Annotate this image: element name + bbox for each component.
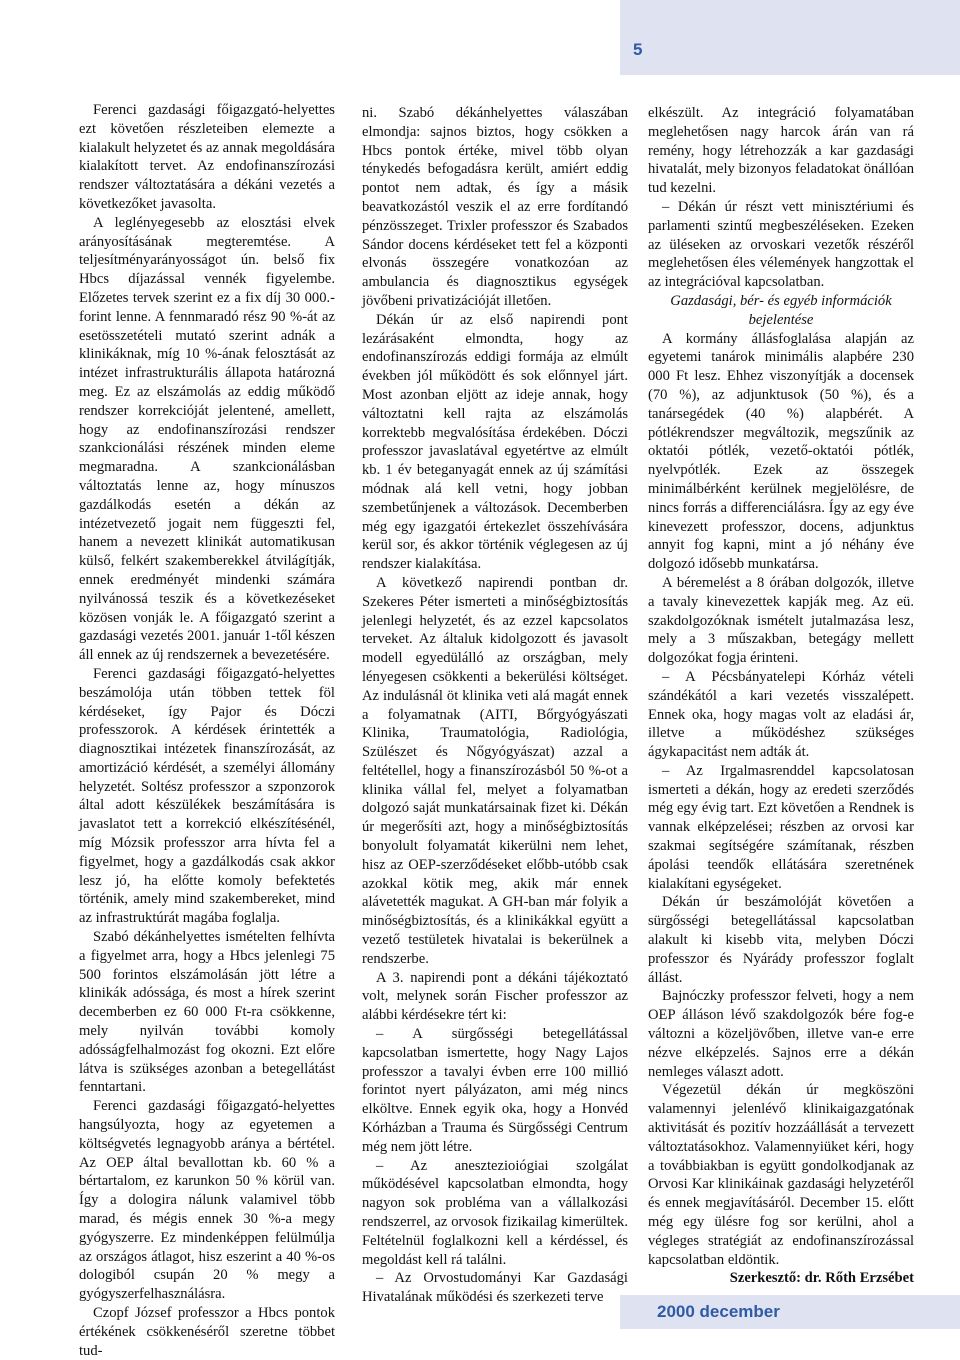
paragraph: A 3. napirendi pont a dékáni tájékoztató volt, melynek során Fischer professzor az alábbi kérdésekre tért ki: bbox=[362, 969, 628, 1024]
paragraph: – A sürgősségi betegellátással kapcsolatban ismertette, hogy Nagy Lajos professzor a tavalyi évben erre 100 millió forintot nyert pályázaton, ami még nincs elköltve. Ennek egyik oka, hogy a Honvéd Kórházban a Trauma és Sürgősségi Centrum még nem jött létre. bbox=[362, 1026, 628, 1155]
footer-box bbox=[620, 1295, 960, 1329]
section-heading: Gazdasági, bér- és egyéb információk bejelentése bbox=[670, 292, 892, 328]
paragraph: Ferenci gazdasági főigazgató-helyettes hangsúlyozta, hogy az egyetemen a költségvetés legnagyobb aránya a bértétel. Az OEP által bevallottan kb. 60 % a bértartalom, ez karunkon 50 % körül van. Így a dologira nálunk valamivel több marad, és mégis ennek 30 %-a megy gyógyszerre. Ez mindenképpen felülmúlja az országos átlagot, hisz eszerint a 40 %-os dologiból csupán 20 % megy a gyógyszerfelhasználásra. bbox=[79, 1098, 335, 1303]
paragraph: A következő napirendi pontban dr. Szekeres Péter ismerteti a minőségbiztosítás jelenlegi helyzetét, és az ezzel kapcsolatos terveket. Az általuk kidolgozott és javasolt modell egyedülálló az országban, mely lényegesen csökkenti a bekerülési költséget. Az indulásnál öt klinika veti alá magát ennek a folyamatnak (AITI, Bőrgyógyászati Klinika, Traumatológia, Radiológia, Szülészet és Nőgyógyászat) azzal a feltétellel, hogy a finanszírozásból 50 %-ot a klinika vállal fel, melyet a folyamatban dolgozó saját munkatársainak fizet ki. Dékán úr megerősíti azt, hogy a minőségbiztosítás bonyolult folyamatát kikerülni nem lehet, hisz az OEP-szerződéseket előbb-utóbb csak azokkal kötik meg, akik már ennek alávetették magukat. A GH-ban már folyik a minőségbiztosítás, és a klinikákkal együtt a vezető testületek hivatalai is bekerülnek a rendszerbe. bbox=[362, 574, 628, 967]
paragraph: ni. Szabó dékánhelyettes válaszában elmondja: sajnos biztos, hogy csökken a Hbcs pontok értéke, mivel több olyan ténykedés befogadásra került, amiért eddig pontot nem adtak, és így a másik beavatkozástól veszik el az erre fordítandó pénzösszeget. Trixler professzor és Szabados Sándor docens kérdéseket tett fel a központi elvonás összegére vonatkozóan az ambulancia és diagnosztikus egységek jövőbeni privatizációját illetően. bbox=[362, 105, 628, 309]
paragraph: Végezetül dékán úr megköszöni valamennyi jelenlévő klinikaigazgatónak aktivitását és pozitív hozzáállását a tervezett változtatásokhoz. Valamennyiüket kéri, hogy a továbbiakban is együtt gondolkodjanak az Orvosi Kar klinikáinak gazdasági helyzetéről és ennek megjavításáról. December 15. előtt még egy ülésre fog sor kerülni, ahol a végleges stratégiát az endofinanszírozással kapcsolatban eldöntik. bbox=[648, 1082, 914, 1268]
signature: Szerkesztő: dr. Rőth Erzsébet bbox=[729, 1270, 914, 1287]
paragraph: – Az Irgalmasrenddel kapcsolatosan ismerteti a dékán, hogy az eredeti szerződés még egy évig tart. Ezt követően a Rendnek is vannak elképzelései; részben az orvosi kar szakmai segítségére számítanak, részben ápolási teendők ellátására szeretnének kialakítani egységeket. bbox=[648, 762, 914, 892]
paragraph: A leglényegesebb az elosztási elvek arányosításának megteremtése. A teljesítményarányosságot ún. belső fix Hbcs díjazással vennék figyelembe. Előzetes tervek szerint ez a fix díj 30 000.- forint lenne. A fennmaradó rész 90 %-át az esetösszetételi mutató szerint adnák a klinikáknak, míg 10 %-ának felosztását az intézet infrastrukturális állapota határozná meg. Ez az elszámolás az eddig működő rendszer korrekcióját jelentené, amellett, hogy az endofinanszírozási rendszer szankcionálási részének minden eleme megmaradna. A szankcionálásban változtatás lenne az, hogy mínuszos gazdálkodás esetén a dékán az intézetvezető jogait nem függeszti fel, hanem a nevezett klinikát automatikusan külső, felkért szakemberekkel átvilágítják, ennek eredményét mindenki számára nyilvánossá teszik és a következéseket közösen vonják le. A főigazgató szerint a gazdasági vezetés 2001. január 1-től készen áll ennek az új rendszernek a bevezetésére. bbox=[79, 214, 335, 664]
page-number: 5 bbox=[633, 40, 643, 59]
text-column-3 bbox=[648, 104, 914, 1288]
paragraph: Dékán úr beszámolóját követően a sürgősségi betegellátással kapcsolatban alakult ki kisebb vita, melyben Dóczi professzor és Nyárády professzor foglalt állást. bbox=[648, 894, 914, 986]
paragraph: Ferenci gazdasági főigazgató-helyettes ezt követően részleteiben elemezte a kialakult helyzetet és az annak megoldására kialakított tervet. Az endofinanszírozási rendszer változtatására a dékáni vezetés a következőket javasolta. bbox=[79, 102, 335, 212]
paragraph: Szabó dékánhelyettes ismételten felhívta a figyelmet arra, hogy a Hbcs jelenlegi 75 500 forintos elszámolásán jött létre a klinikák adóssága, és most a hírek szerint decemberben ez 60 000 Ft-ra csökkenne, mely nyilván további komoly adósságfelhalmozást fog okozni. Ezt előre látva is szükséges azonban a betegellátást fenntartani. bbox=[79, 929, 335, 1096]
footer-date: 2000 december bbox=[657, 1302, 780, 1321]
text-column-2 bbox=[362, 104, 628, 1307]
page-number-box bbox=[620, 0, 960, 75]
paragraph: – Dékán úr részt vett minisztériumi és parlamenti szintű megbeszéléseken. Ezeken az üléseken az orvoskari vezetők részéről meglehetősen éles vélemények hangzottak el az integrációval kapcsolatban. bbox=[648, 198, 914, 291]
paragraph: Ferenci gazdasági főigazgató-helyettes beszámolója után többen tettek föl kérdéseket, így Pajor és Dóczi professzorok. A kérdések érintették a diagnosztikai intézetek finanszírozását, az amortizáció kérdését, a személyi állomány helyzetét. Soltész professzor a szponzorok által adott készülékek beszámítására is javaslatot tett a korrekció elkészítésénél, míg Mózsik professzor arra hívta fel a figyelmet, hogy a gazdálkodás csak akkor lesz jó, ha előtte komoly befektetés történik, amely mind szakembereket, mind az infrastruktúrát magába foglalja. bbox=[79, 665, 335, 927]
paragraph: elkészült. Az integráció folyamatában meglehetősen nagy harcok árán van rá remény, hogy létrehozzák a kar gazdasági hivatalát, mely bizonyos feladatokat önállóan tud kezelni. bbox=[648, 105, 914, 197]
paragraph: Czopf József professzor a Hbcs pontok értékének csökkenéséről szeretne többet tud- bbox=[79, 1305, 335, 1359]
paragraph: – Az anesztezioiógiai szolgálat működésével kapcsolatban elmondta, hogy nagyon sok probléma van a vállalkozási rendszerrel, az orvosok fizikailag kimerültek. Feltételnül foglalkozni kell a kérdéssel, és megoldást kell rá találni. bbox=[362, 1157, 628, 1268]
paragraph: A béremelést a 8 órában dolgozók, illetve a tavaly kinevezettek kapják meg. Az eü. szakdolgozóknak ismételt jutalmazása lesz, mely a 3 műszakban, betegágy mellett dolgozókat fogja érinteni. bbox=[648, 574, 914, 667]
paragraph: Bajnóczky professzor felveti, hogy a nem OEP álláson lévő szakdolgozók bére fog-e változni a közeljövőben, illetve van-e erre nézve elképzelés. Sajnos erre a dékán nemleges választ adott. bbox=[648, 988, 914, 1080]
paragraph: Dékán úr az első napirendi pont lezárásaként elmondta, hogy az endofinanszírozás eddigi formája az elmúlt években jól működött és sok előnnyel járt. Most azonban eljött az ideje annak, hogy változtatni kell rajta az elszámolás korrektebb megvalósítása érdekében. Dóczi professzor javaslatával egyetértve az elmúlt kb. 1 év beteganyagát ennek az új számítási módnak alá kell vetni, hogy jobban szembetűnjenek a változások. Decemberben még egy igazgatói értekezlet összehívására kerül sor, és akkor történik véglegesen az új rendszer kialakítása. bbox=[362, 311, 628, 573]
paragraph: – Az Orvostudományi Kar Gazdasági Hivatalának működési és szerkezeti terve bbox=[362, 1270, 628, 1306]
paragraph: A kormány állásfoglalása alapján az egyetemi tanárok minimális alapbére 230 000 Ft lesz. Ehhez viszonyítják a docensek (70 %), az adjunktusok (50 %), és a tanársegédek (40 %) alapbérét. A pótlékrendszer megváltozik, megszűnik az oktatói pótlék, vezető-oktatói pótlék, nyelvpótlék. Ezek az összegek minimálbérként kerülnek megjelölésre, de nincs forrás a differenciálásra. Így az egy éve kinevezett professzor, docens, adjunktus annyit fog kapni, mint a jó néhány éve dolgozó idősebb munkatársa. bbox=[648, 330, 914, 573]
paragraph: – A Pécsbányatelepi Kórház vételi szándékától a kari vezetés visszalépett. Ennek oka, hogy magas volt az eladási ár, illetve a működéshez szükséges ágykapacitást nem adták át. bbox=[648, 668, 914, 761]
text-column-1 bbox=[79, 101, 335, 1360]
